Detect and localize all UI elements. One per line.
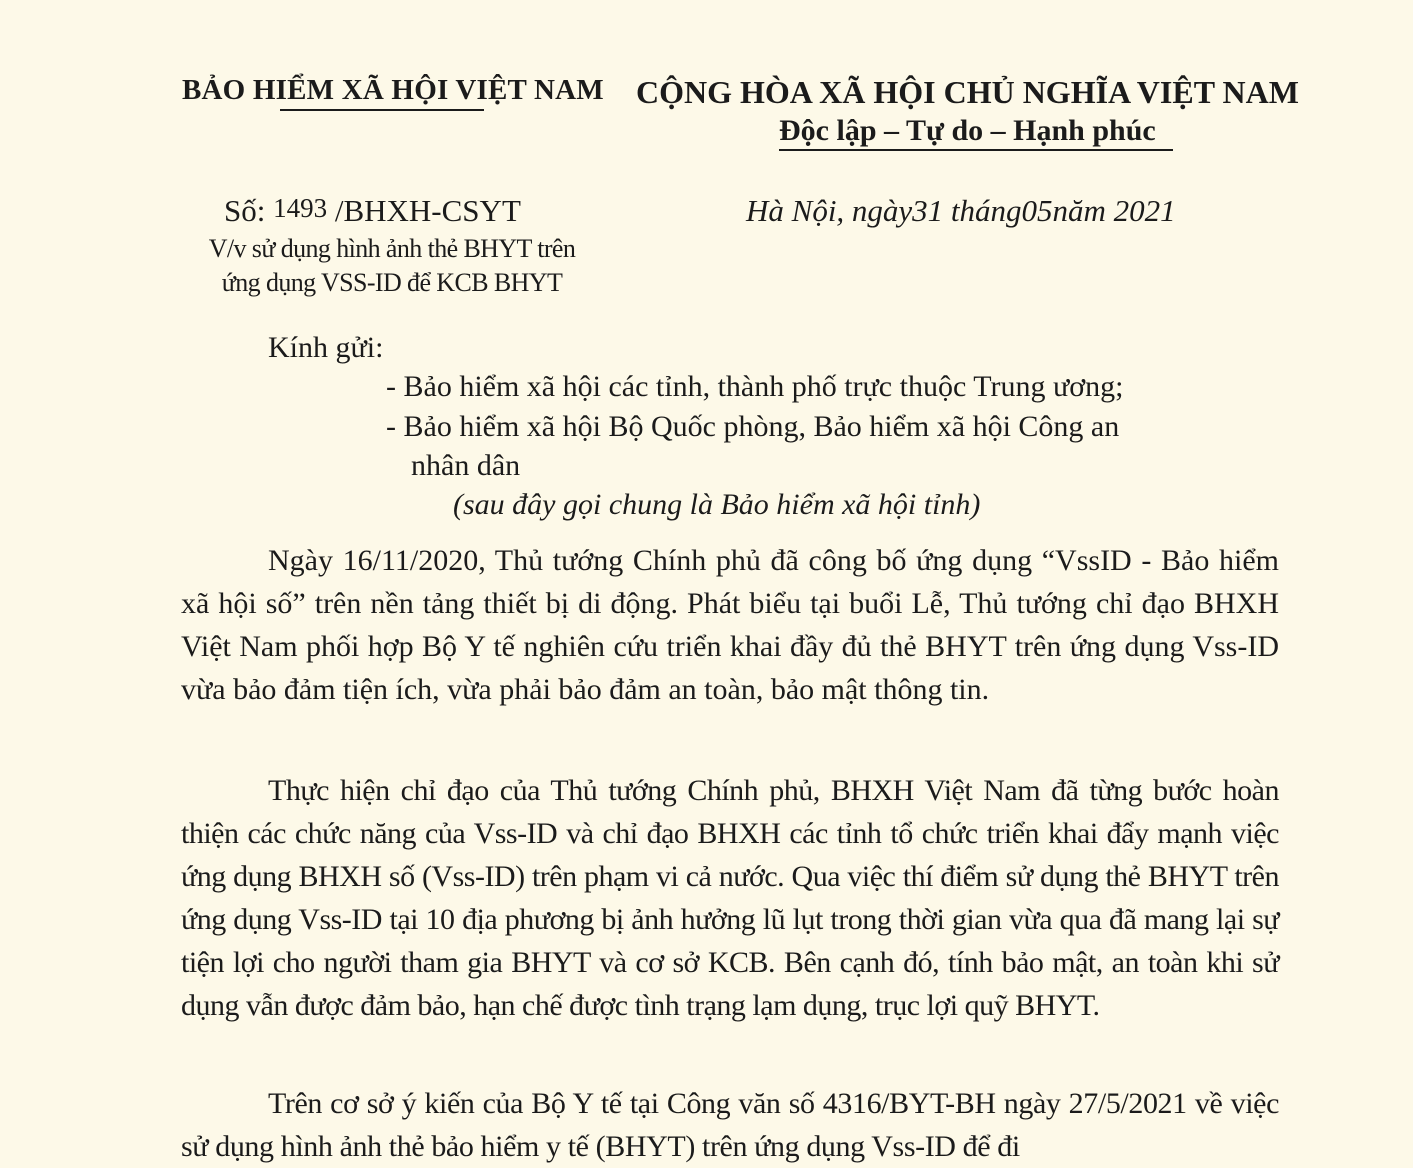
body-paragraph-2: Thực hiện chỉ đạo của Thủ tướng Chính phủ, BHXH Việt Nam đã từng bước hoàn thiện các chức năng của Vss-ID và chỉ đạo BHXH các tỉnh tổ chức triển khai đẩy mạnh việc ứng dụng BHXH số (Vss-ID) trên phạm vi cả nước. Qua việc thí điểm sử dụng thẻ BHYT trên ứng dụng Vss-ID tại 10 địa phương bị ảnh hưởng lũ lụt trong thời gian vừa qua đã mang lại sự tiện lợi cho người tham gia BHYT và cơ sở KCB. Bên cạnh đó, tính bảo mật, an toàn khi sử dụng vẫn được đảm bảo, hạn chế được tình trạng lạm dụng, trục lợi quỹ BHYT.: [181, 774, 1279, 1022]
doc-number-suffix: /BHXH-CSYT: [327, 193, 521, 228]
recipient-line-3: nhân dân: [411, 449, 521, 482]
issuing-agency: BẢO HIỂM XÃ HỘI VIỆT NAM: [182, 74, 604, 106]
document-number: [224, 193, 521, 229]
document-subject: V/v sử dụng hình ảnh thẻ BHYT trên ứng dụng VSS-ID để KCB BHYT: [208, 234, 576, 297]
national-motto: Độc lập – Tự do – Hạnh phúc: [779, 114, 1156, 147]
body-paragraph-3: Trên cơ sở ý kiến của Bộ Y tế tại Công văn số 4316/BYT-BH ngày 27/5/2021 về việc sử dụng hình ảnh thẻ bảo hiểm y tế (BHYT) trên ứng dụng Vss-ID để đi: [181, 1087, 1279, 1163]
motto-underline: [779, 149, 1173, 151]
recipient-line-1: - Bảo hiểm xã hội các tỉnh, thành phố trực thuộc Trung ương;: [386, 370, 1124, 403]
recipient-line-2: - Bảo hiểm xã hội Bộ Quốc phòng, Bảo hiểm xã hội Công an: [386, 410, 1120, 443]
doc-number-prefix: Số:: [224, 193, 274, 228]
agency-underline: [280, 109, 484, 111]
recipients-note: (sau đây gọi chung là Bảo hiểm xã hội tỉnh): [453, 488, 981, 521]
recipients-label: Kính gửi:: [268, 331, 384, 364]
doc-number-value: 1493: [273, 193, 328, 223]
national-title: CỘNG HÒA XÃ HỘI CHỦ NGHĨA VIỆT NAM: [636, 74, 1299, 110]
place-and-date: Hà Nội, ngày31 tháng05năm 2021: [746, 193, 1176, 228]
body-paragraph-1: Ngày 16/11/2020, Thủ tướng Chính phủ đã công bố ứng dụng “VssID - Bảo hiểm xã hội số” trên nền tảng thiết bị di động. Phát biểu tại buổi Lễ, Thủ tướng chỉ đạo BHXH Việt Nam phối hợp Bộ Y tế nghiên cứu triển khai đầy đủ thẻ BHYT trên ứng dụng Vss-ID vừa bảo đảm tiện ích, vừa phải bảo đảm an toàn, bảo mật thông tin.: [181, 544, 1279, 706]
